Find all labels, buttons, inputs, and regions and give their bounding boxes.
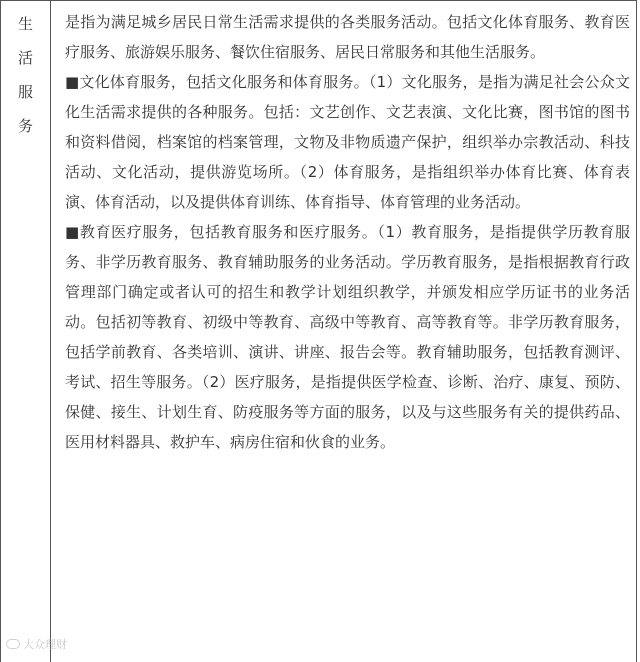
category-label-char: 务 [17,117,33,135]
education-medical-paragraph: ■教育医疗服务，包括教育服务和医疗服务。（1）教育服务，是指提供学历教育服务、非学历教育服务、教育辅助服务的业务活动。学历教育服务，是指根据教育行政管理部门确定或者认可的招生和教学计划组织教学，并颁发相应学历证书的业务活动。包括初等教育、初级中等教育、高级中等教育、高等教育等。非学历教育服务，包括学前教育、各类培训、演讲、讲座、报告会等。教育辅助服务，包括教育测评、考试、招生等服务。（2）医疗服务，是指提供医学检查、诊断、治疗、康复、预防、保健、接生、计划生育、防疫服务等方面的服务，以及与这些服务有关的提供药品、医用材料器具、救护车、病房住宿和伙食的业务。 [65,223,630,451]
category-label-char: 活 [17,49,33,67]
category-label-char: 生 [17,15,33,33]
watermark-text: 大众理财 [23,638,67,651]
category-label-char: 服 [17,83,33,101]
culture-sports-paragraph: ■文化体育服务，包括文化服务和体育服务。（1）文化服务，是指为满足社会公众文化生活需求提供的各种服务。包括：文艺创作、文艺表演、文化比赛，图书馆的图书和资料借阅，档案馆的档案管理，文物及非物质遗产保护，组织举办宗教活动、科技活动、文化活动，提供游览场所。（2）体育服务，是指组织举办体育比赛、体育表演、体育活动，以及提供体育训练、体育指导、体育管理的业务活动。 [65,73,630,211]
definition-paragraph: 是指为满足城乡居民日常生活需求提供的各类服务活动。包括文化体育服务、教育医疗服务、旅游娱乐服务、餐饮住宿服务、居民日常服务和其他生活服务。 [65,13,630,61]
definition-cell [51,1,636,662]
category-label-cell [1,1,51,662]
